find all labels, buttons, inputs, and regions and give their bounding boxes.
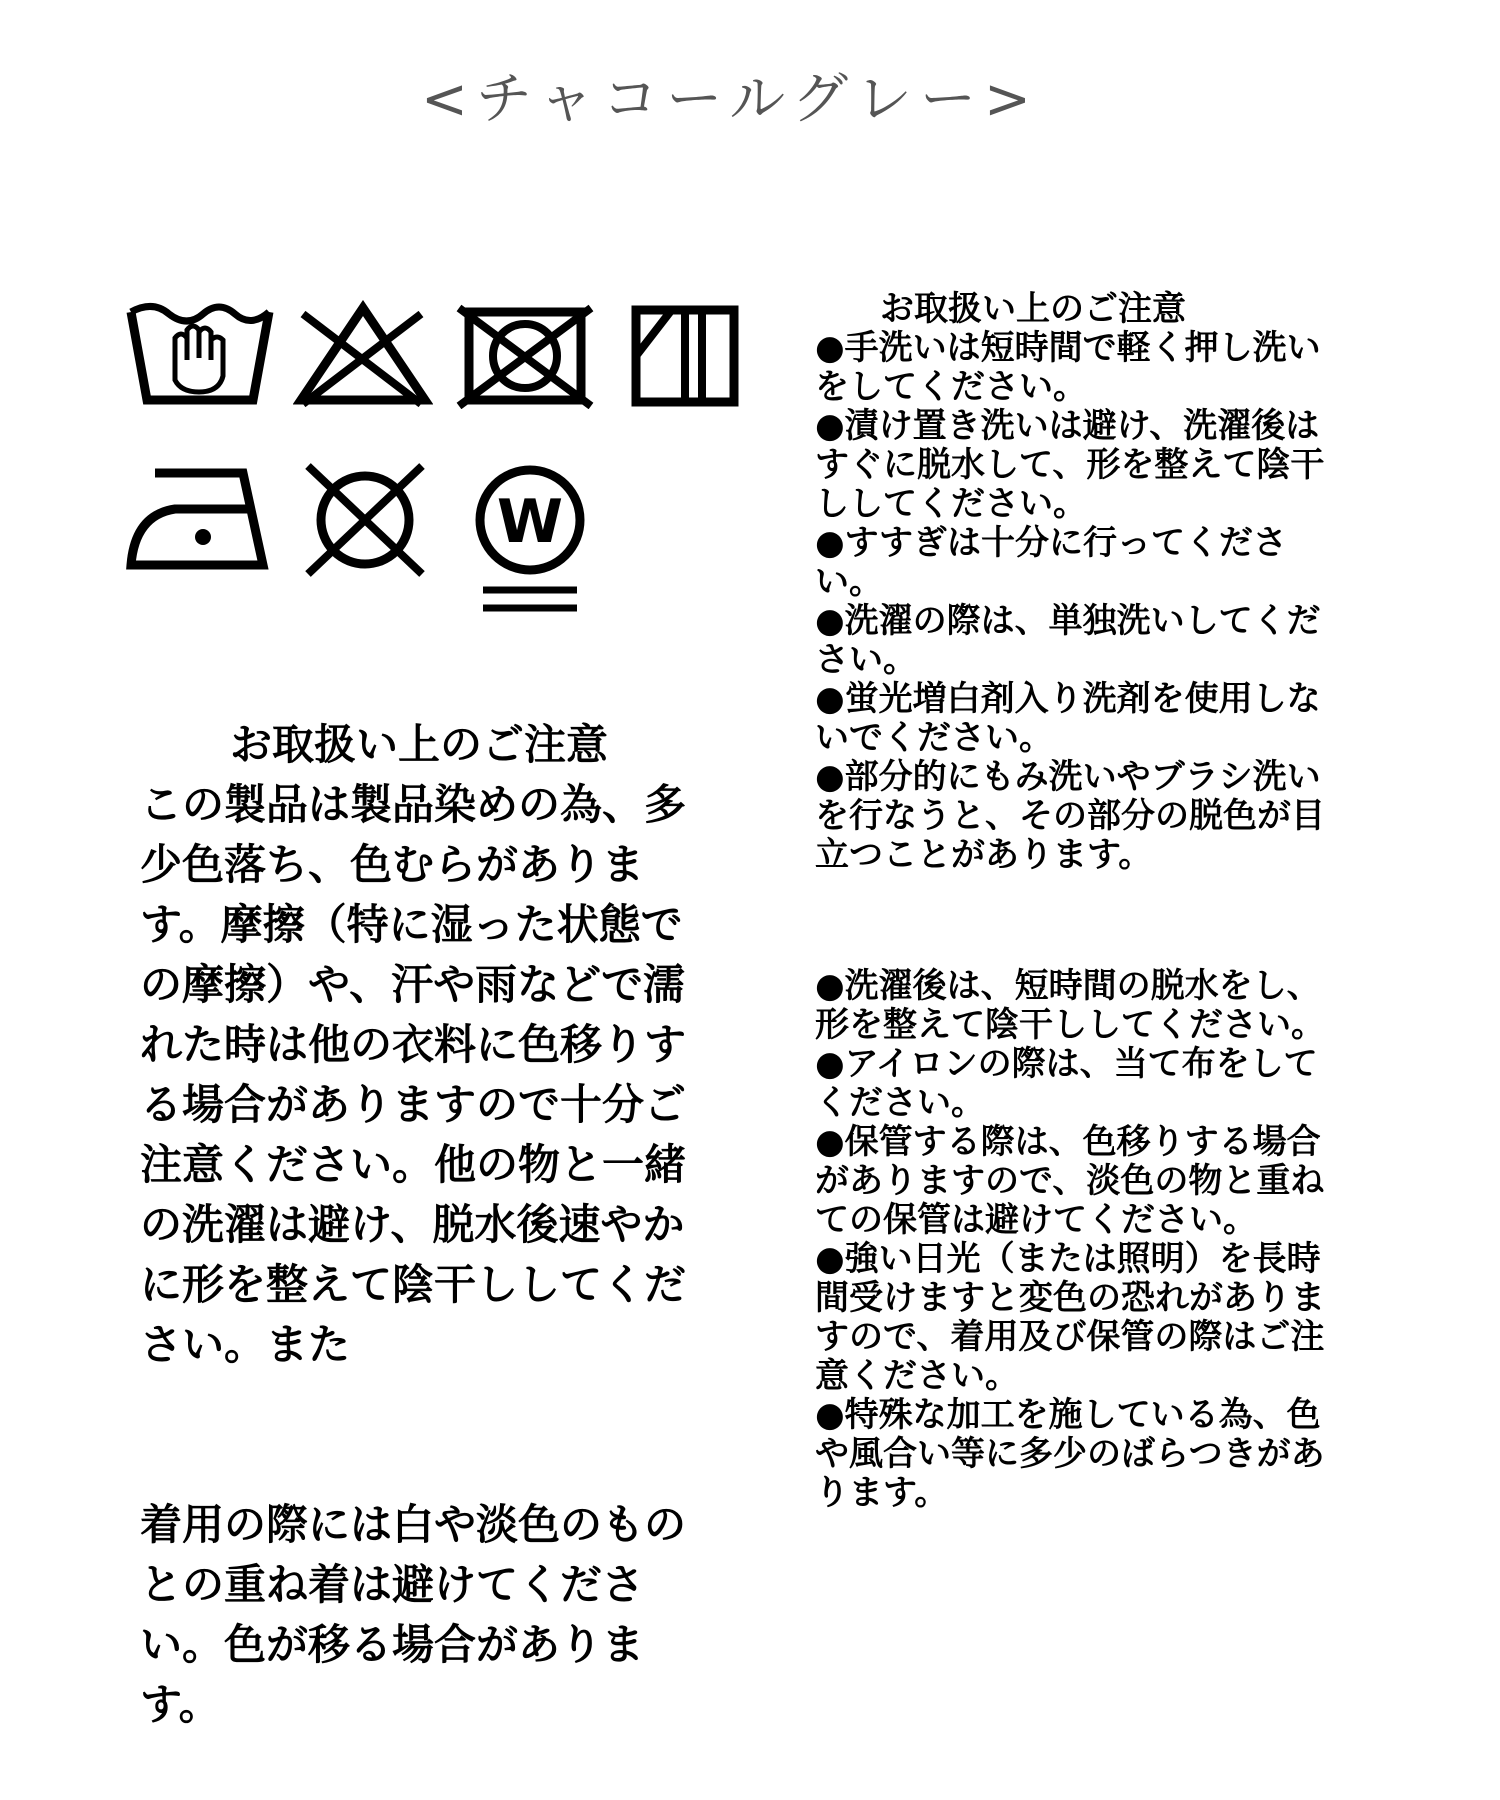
right-heading: お取扱い上のご注意	[880, 289, 1186, 329]
left-paragraph-2: 着用の際には白や淡色のものとの重ね着は避けてください。色が移る場合があります。	[140, 1500, 687, 1729]
iron-low-icon	[125, 465, 275, 575]
list-item: ●部分的にもみ洗いやブラシ洗いを行なうと、その部分の脱色が目立つことがあります。	[815, 757, 1325, 875]
no-tumble-dry-icon	[455, 304, 595, 409]
list-item: ●蛍光増白剤入り洗剤を使用しないでください。	[815, 679, 1321, 758]
list-item: ●手洗いは短時間で軽く押し洗いをしてください。	[815, 328, 1321, 407]
list-item: ●漬け置き洗いは避け、洗濯後はすぐに脱水して、形を整えて陰干ししてください。	[815, 406, 1325, 524]
page-title: <チャコールグレー>	[421, 67, 1039, 132]
hand-wash-icon	[125, 300, 275, 410]
list-item: ●すすぎは十分に行ってください。	[815, 523, 1288, 602]
care-symbols	[125, 300, 765, 640]
wet-clean-gentle-icon	[465, 462, 595, 622]
list-item: ●強い日光（または照明）を長時間受けますと変色の恐れがありますので、着用及び保管の際はご注意ください。	[815, 1239, 1325, 1396]
left-heading: お取扱い上のご注意	[230, 720, 609, 769]
list-item: ●特殊な加工を施している為、色や風合い等に多少のばらつきがあります。	[815, 1395, 1325, 1513]
left-care-notes	[140, 715, 720, 1735]
left-paragraph-1: この製品は製品染めの為、多少色落ち、色むらがあります。摩擦（特に湿った状態での摩擦）や、汗や雨などで濡れた時は他の衣料に色移りする場合がありますので十分ご注意ください。他の物と一緒の洗濯は避け、脱水後速やかに形を整えて陰干ししてください。また	[140, 780, 687, 1369]
svg-text:W: W	[496, 487, 564, 557]
right-care-notes	[815, 290, 1345, 1513]
list-item: ●アイロンの際は、当て布をしてください。	[815, 1044, 1318, 1123]
list-item: ●洗濯後は、短時間の脱水をし、形を整えて陰干ししてください。	[815, 966, 1325, 1045]
list-item: ●保管する際は、色移りする場合がありますので、淡色の物と重ねての保管は避けてください。	[815, 1122, 1325, 1240]
no-bleach-icon	[293, 300, 433, 410]
right-list-bottom	[815, 967, 1345, 1513]
right-list-top	[815, 329, 1345, 875]
drip-dry-shade-icon	[630, 304, 740, 409]
list-item: ●洗濯の際は、単独洗いしてください。	[815, 601, 1321, 680]
no-dry-clean-icon	[300, 460, 430, 580]
